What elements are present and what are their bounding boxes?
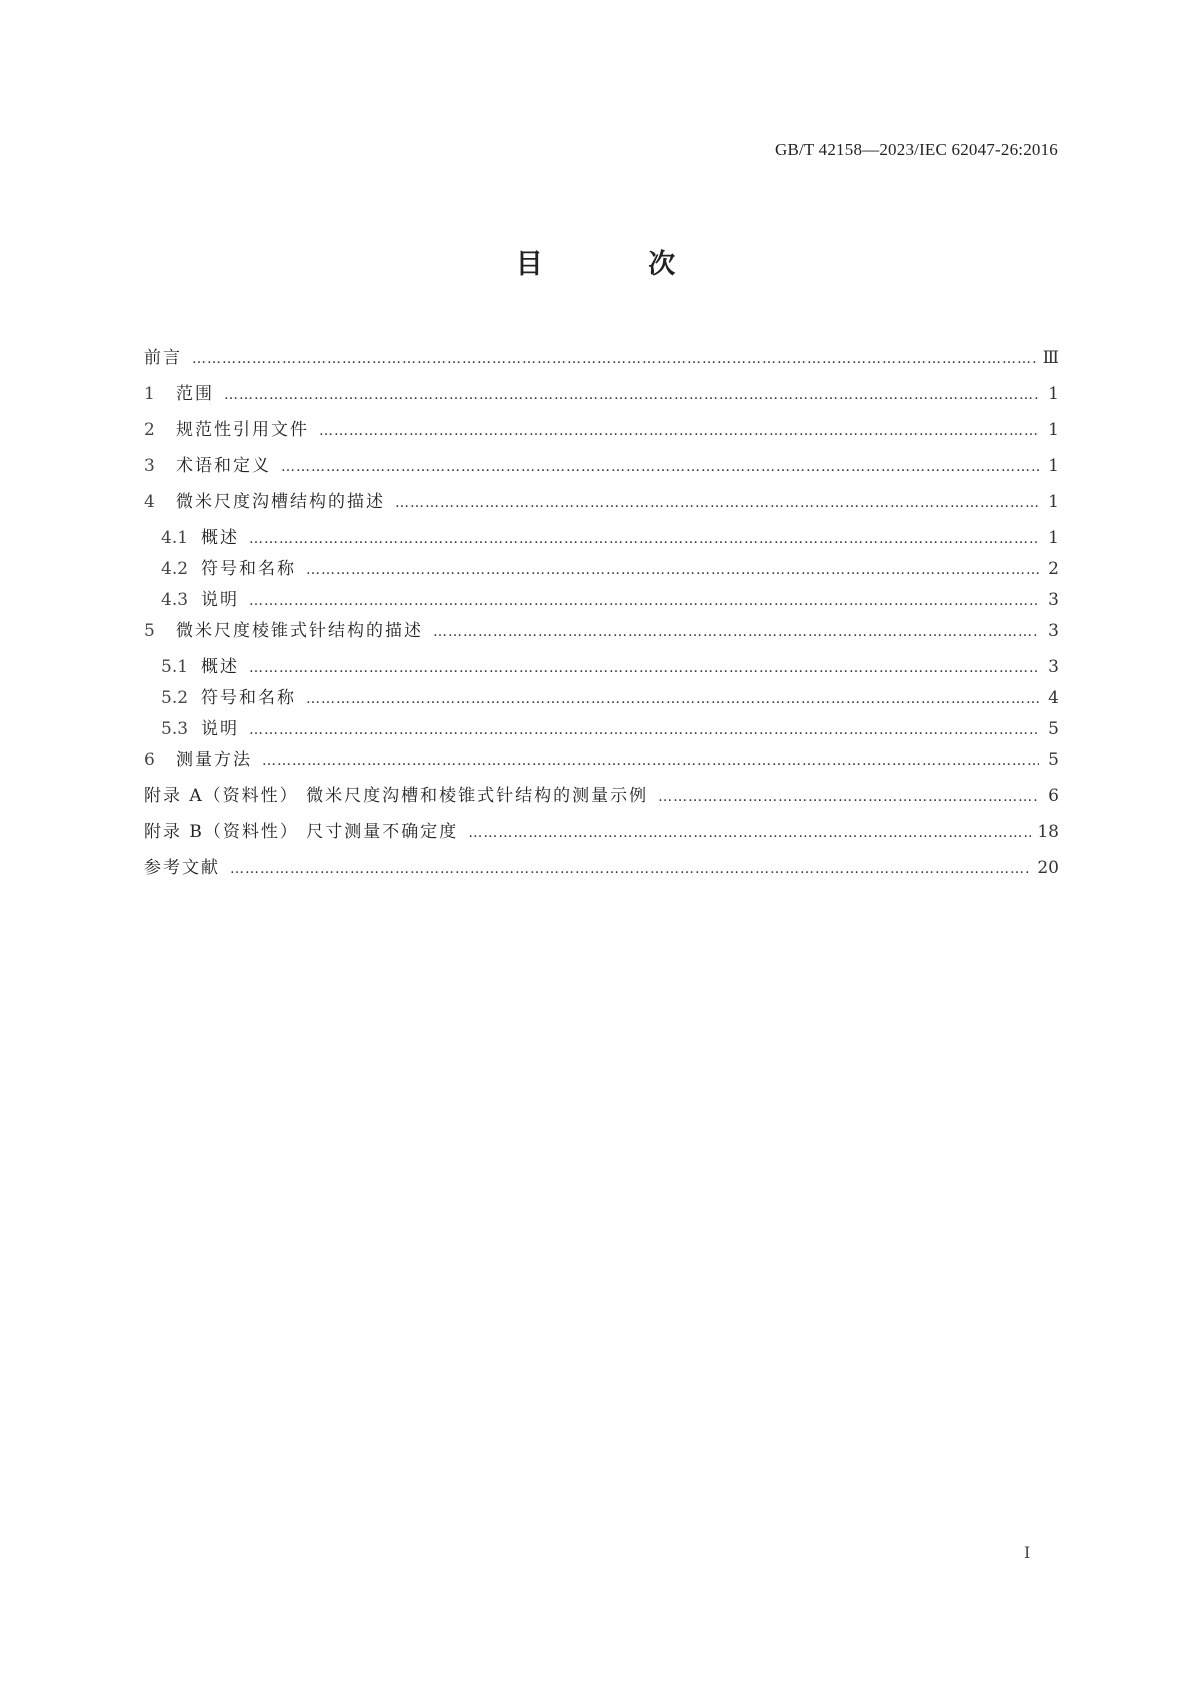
toc-entry[interactable] xyxy=(144,853,1059,889)
toc-entry-label: 参考文献 xyxy=(144,858,220,878)
toc-entry-page: 4 xyxy=(1048,688,1059,708)
toc-entry-number: 1 xyxy=(144,384,155,404)
toc-dot-leader xyxy=(192,351,1037,367)
toc-entry-label: 概述 xyxy=(201,528,239,548)
toc-dot-leader xyxy=(306,691,1039,707)
toc-entry-page: 3 xyxy=(1048,657,1059,677)
toc-dot-leader xyxy=(249,531,1039,547)
toc-entry[interactable] xyxy=(144,554,1059,585)
toc-entry-label: 范围 xyxy=(176,384,214,404)
toc-entry-label: 符号和名称 xyxy=(201,559,296,579)
toc-entry-page: Ⅲ xyxy=(1042,348,1059,368)
toc-dot-leader xyxy=(433,624,1039,640)
toc-dot-leader xyxy=(395,495,1039,511)
toc-entry-number: 6 xyxy=(144,750,155,770)
toc-entry-page: 2 xyxy=(1048,559,1059,579)
toc-entry-page: 3 xyxy=(1048,590,1059,610)
toc-entry-label: 附录 A（资料性） 微米尺度沟槽和棱锥式针结构的测量示例 xyxy=(144,786,649,806)
toc-entry-number: 2 xyxy=(144,420,155,440)
toc-entry[interactable] xyxy=(144,652,1059,683)
toc-entry-page: 18 xyxy=(1037,822,1059,842)
toc-entry-page: 1 xyxy=(1048,456,1059,476)
toc-dot-leader xyxy=(249,593,1039,609)
toc-entry-page: 5 xyxy=(1048,719,1059,739)
toc-entry[interactable] xyxy=(144,714,1059,745)
toc-entry-label: 术语和定义 xyxy=(176,456,271,476)
toc-entry-page: 1 xyxy=(1048,492,1059,512)
toc-dot-leader xyxy=(224,387,1039,403)
table-of-contents xyxy=(144,343,1059,889)
toc-entry[interactable] xyxy=(144,379,1059,415)
toc-entry[interactable] xyxy=(144,781,1059,817)
toc-entry-page: 6 xyxy=(1048,786,1059,806)
toc-entry-number: 5.2 xyxy=(161,688,189,708)
toc-entry-label: 微米尺度棱锥式针结构的描述 xyxy=(176,621,423,641)
toc-entry-number: 5 xyxy=(144,621,155,641)
toc-entry[interactable] xyxy=(144,415,1059,451)
toc-entry[interactable] xyxy=(144,683,1059,714)
toc-entry-label: 规范性引用文件 xyxy=(176,420,309,440)
toc-entry-page: 1 xyxy=(1048,528,1059,548)
toc-entry-number: 4.1 xyxy=(161,528,189,548)
toc-entry[interactable] xyxy=(144,585,1059,616)
toc-entry-number: 5.3 xyxy=(161,719,189,739)
toc-entry-number: 4.2 xyxy=(161,559,189,579)
toc-dot-leader xyxy=(262,753,1039,769)
toc-dot-leader xyxy=(249,660,1039,676)
toc-entry-number: 5.1 xyxy=(161,657,189,677)
toc-entry-label: 说明 xyxy=(201,719,239,739)
standard-number-header: GB/T 42158—2023/IEC 62047-26:2016 xyxy=(774,140,1058,159)
page-number-footer: Ⅰ xyxy=(1024,1543,1031,1562)
toc-entry-number: 3 xyxy=(144,456,155,476)
toc-dot-leader xyxy=(281,459,1039,475)
toc-entry-label: 附录 B（资料性） 尺寸测量不确定度 xyxy=(144,822,459,842)
toc-dot-leader xyxy=(468,825,1031,841)
toc-entry-label: 测量方法 xyxy=(176,750,252,770)
toc-entry[interactable] xyxy=(144,487,1059,523)
toc-entry-label: 前言 xyxy=(144,348,182,368)
toc-entry-page: 5 xyxy=(1048,750,1059,770)
toc-entry-page: 3 xyxy=(1048,621,1059,641)
toc-dot-leader xyxy=(249,722,1039,738)
toc-entry-page: 20 xyxy=(1037,858,1059,878)
toc-entry-number: 4.3 xyxy=(161,590,189,610)
toc-entry-label: 说明 xyxy=(201,590,239,610)
toc-dot-leader xyxy=(319,423,1039,439)
toc-entry[interactable] xyxy=(144,343,1059,379)
toc-entry-page: 1 xyxy=(1048,420,1059,440)
toc-dot-leader xyxy=(306,562,1039,578)
toc-entry[interactable] xyxy=(144,451,1059,487)
toc-dot-leader xyxy=(658,789,1039,805)
toc-entry[interactable] xyxy=(144,817,1059,853)
toc-dot-leader xyxy=(230,861,1031,877)
page-title: 目 次 xyxy=(515,249,724,280)
toc-entry[interactable] xyxy=(144,616,1059,652)
toc-entry-label: 符号和名称 xyxy=(201,688,296,708)
toc-entry-label: 概述 xyxy=(201,657,239,677)
toc-entry[interactable] xyxy=(144,745,1059,781)
toc-entry-page: 1 xyxy=(1048,384,1059,404)
toc-entry-label: 微米尺度沟槽结构的描述 xyxy=(176,492,385,512)
toc-entry[interactable] xyxy=(144,523,1059,554)
toc-entry-number: 4 xyxy=(144,492,155,512)
